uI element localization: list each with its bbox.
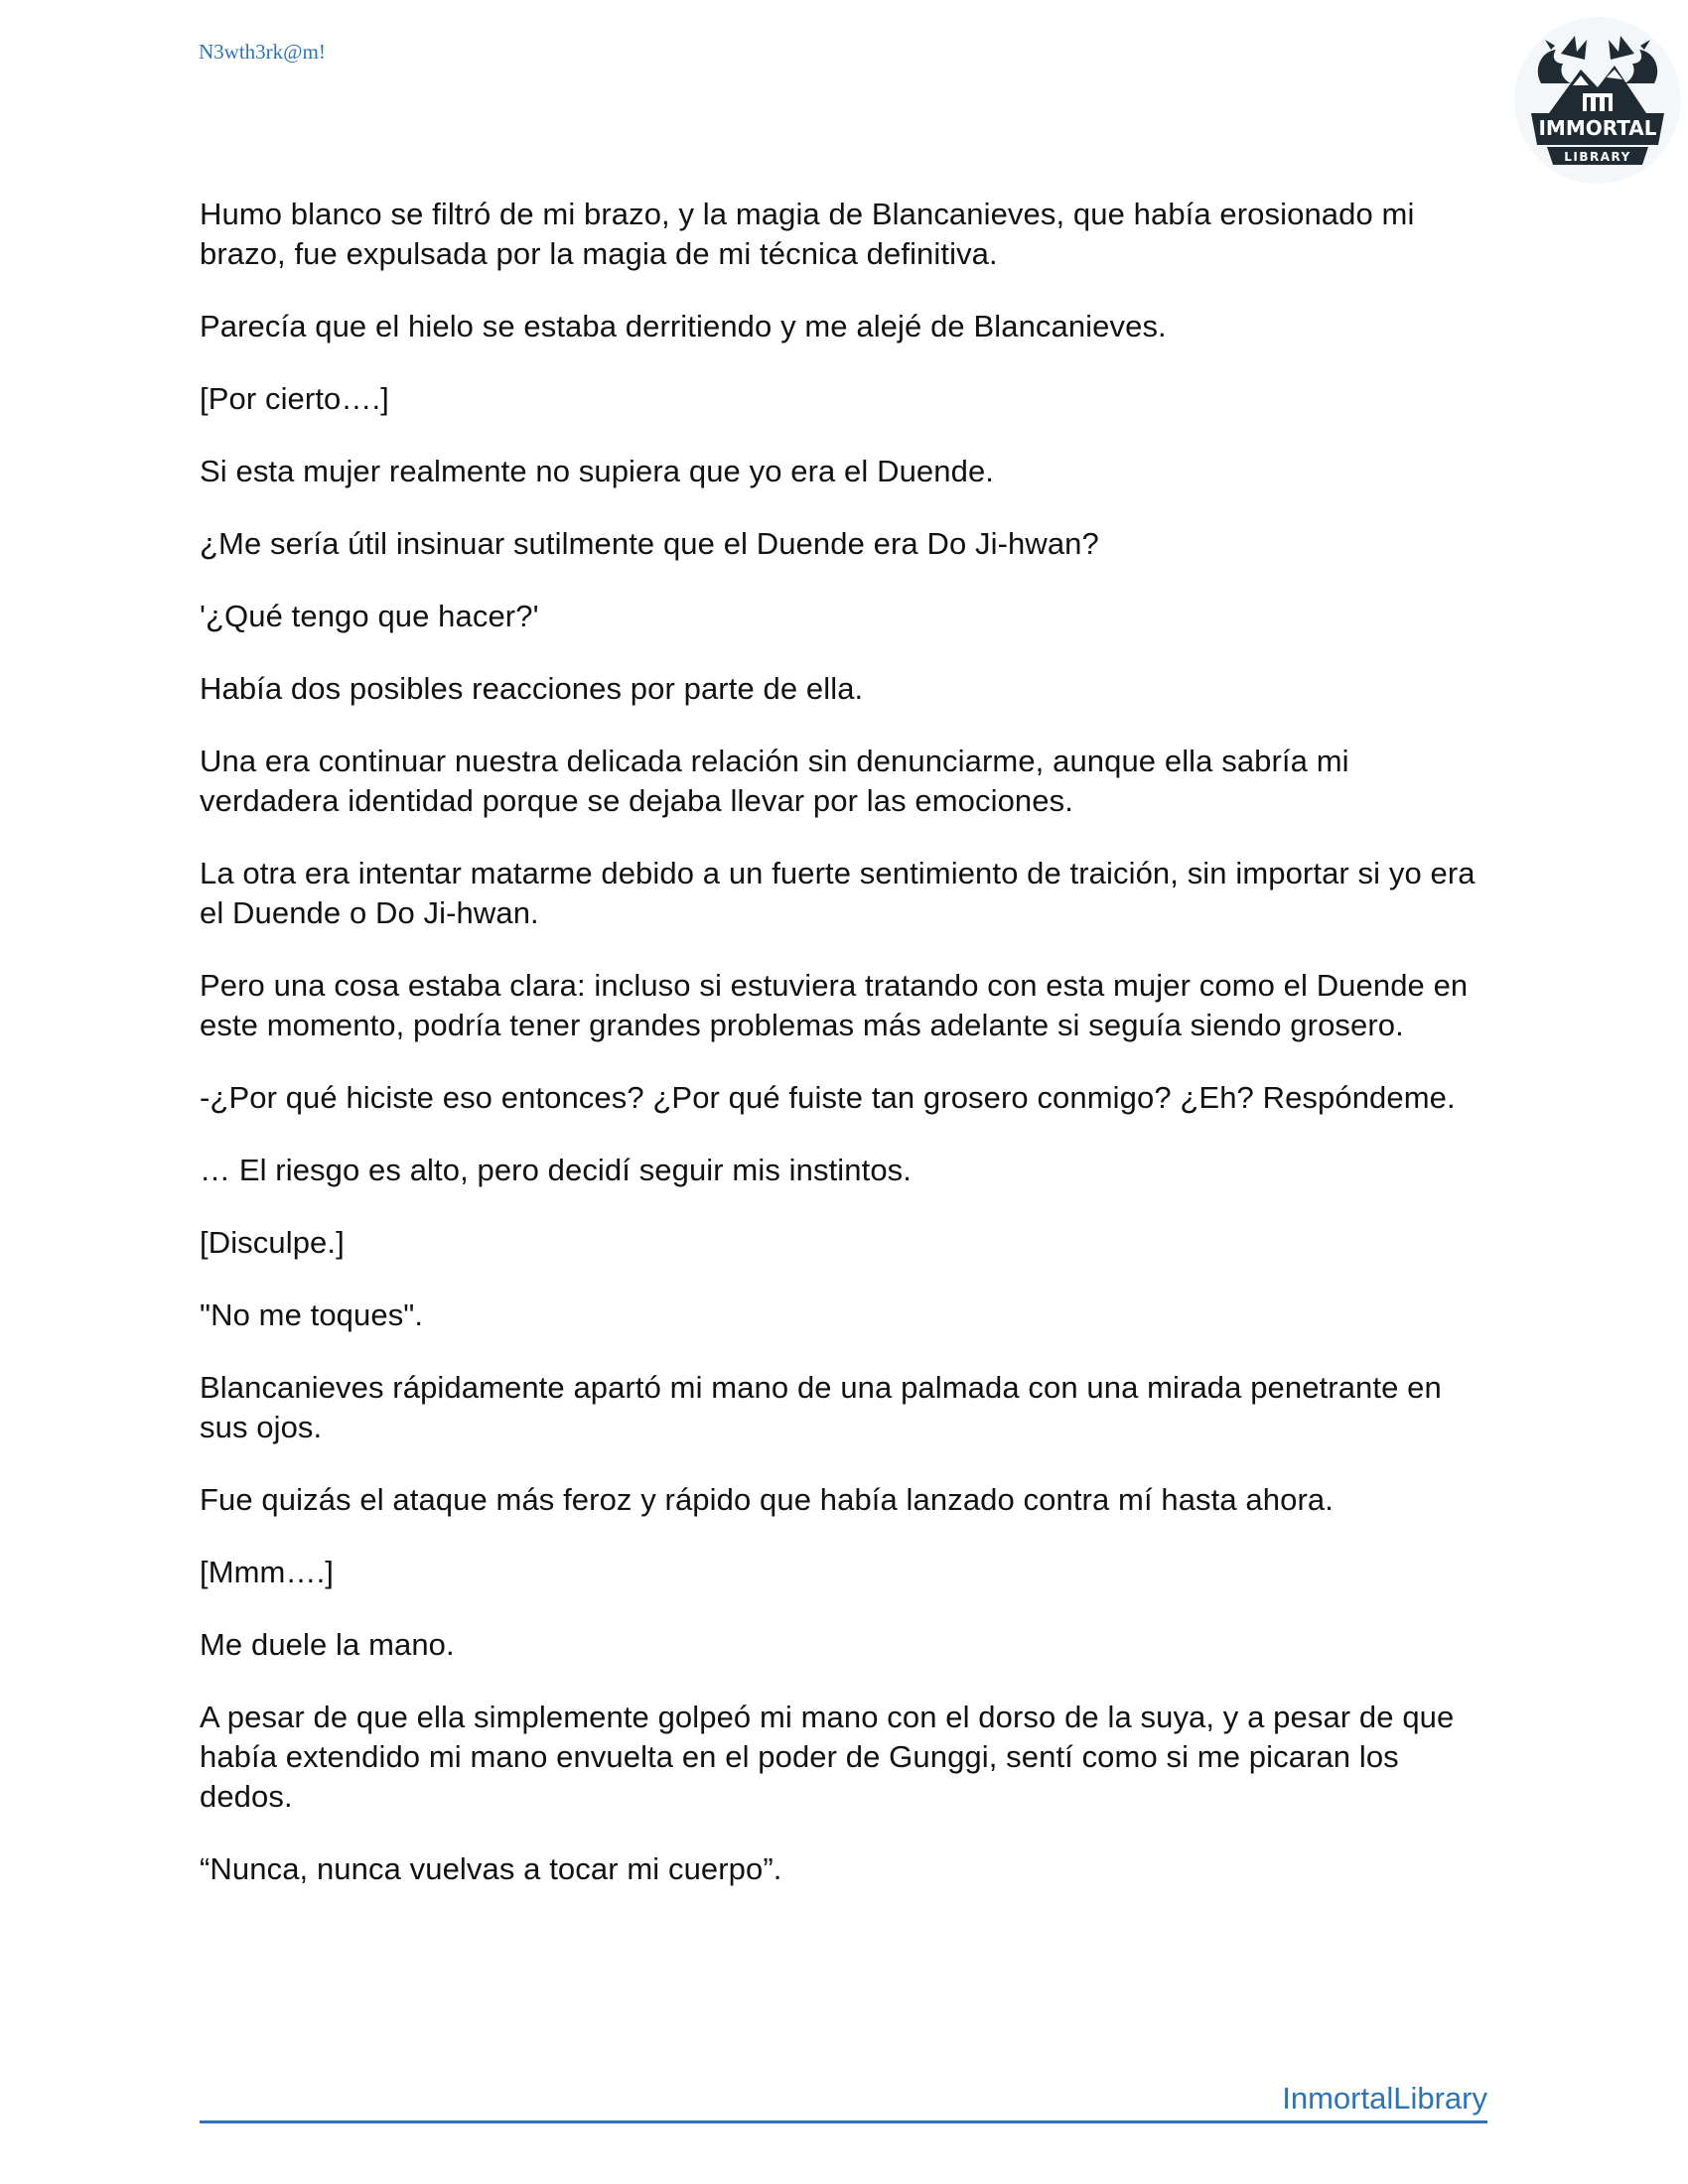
footer-link[interactable]: InmortalLibrary <box>1282 2081 1487 2116</box>
paragraph: A pesar de que ella simplemente golpeó mi mano con el dorso de la suya, y a pesar de que había extendido mi mano envuelta en el poder de Gunggi, sentí como si me picaran los dedos. <box>200 1700 1455 1814</box>
document-body <box>200 195 1490 1922</box>
paragraph: … El riesgo es alto, pero decidí seguir mis instintos. <box>200 1153 912 1187</box>
paragraph: '¿Qué tengo que hacer?' <box>200 599 539 633</box>
paragraph: Una era continuar nuestra delicada relación sin denunciarme, aunque ella sabría mi verdadera identidad porque se dejaba llevar por las emociones. <box>200 744 1349 818</box>
paragraph: Pero una cosa estaba clara: incluso si estuviera tratando con esta mujer como el Duende en este momento, podría tener grandes problemas más adelante si seguía siendo grosero. <box>200 968 1469 1042</box>
paragraph: La otra era intentar matarme debido a un fuerte sentimiento de traición, sin importar si yo era el Duende o Do Ji-hwan. <box>200 856 1476 930</box>
paragraph: "No me toques". <box>200 1297 424 1332</box>
paragraph: Fue quizás el ataque más feroz y rápido que había lanzado contra mí hasta ahora. <box>200 1482 1334 1517</box>
paragraph: Me duele la mano. <box>200 1627 455 1662</box>
paragraph: “Nunca, nunca vuelvas a tocar mi cuerpo”. <box>200 1851 782 1886</box>
paragraph: [Por cierto….] <box>200 381 389 416</box>
logo-line-1: IMMORTAL <box>1538 116 1657 140</box>
paragraph: -¿Por qué hiciste eso entonces? ¿Por qué fuiste tan grosero conmigo? ¿Eh? Respóndeme. <box>200 1080 1456 1115</box>
logo-line-2: LIBRARY <box>1564 150 1631 164</box>
paragraph: [Mmm….] <box>200 1555 335 1589</box>
paragraph: Había dos posibles reacciones por parte de ella. <box>200 671 864 706</box>
paragraph: Si esta mujer realmente no supiera que yo era el Duende. <box>200 454 995 488</box>
paragraph: ¿Me sería útil insinuar sutilmente que el Duende era Do Ji-hwan? <box>200 526 1099 561</box>
header-tag: N3wth3rk@m! <box>199 40 326 64</box>
paragraph: [Disculpe.] <box>200 1225 345 1260</box>
footer-divider <box>200 2120 1487 2123</box>
immortal-library-logo-icon <box>1511 14 1684 187</box>
paragraph: Blancanieves rápidamente apartó mi mano de una palmada con una mirada penetrante en sus ojos. <box>200 1370 1442 1444</box>
paragraph: Humo blanco se filtró de mi brazo, y la magia de Blancanieves, que había erosionado mi brazo, fue expulsada por la magia de mi técnica definitiva. <box>200 197 1415 271</box>
paragraph: Parecía que el hielo se estaba derritiendo y me alejé de Blancanieves. <box>200 309 1167 343</box>
